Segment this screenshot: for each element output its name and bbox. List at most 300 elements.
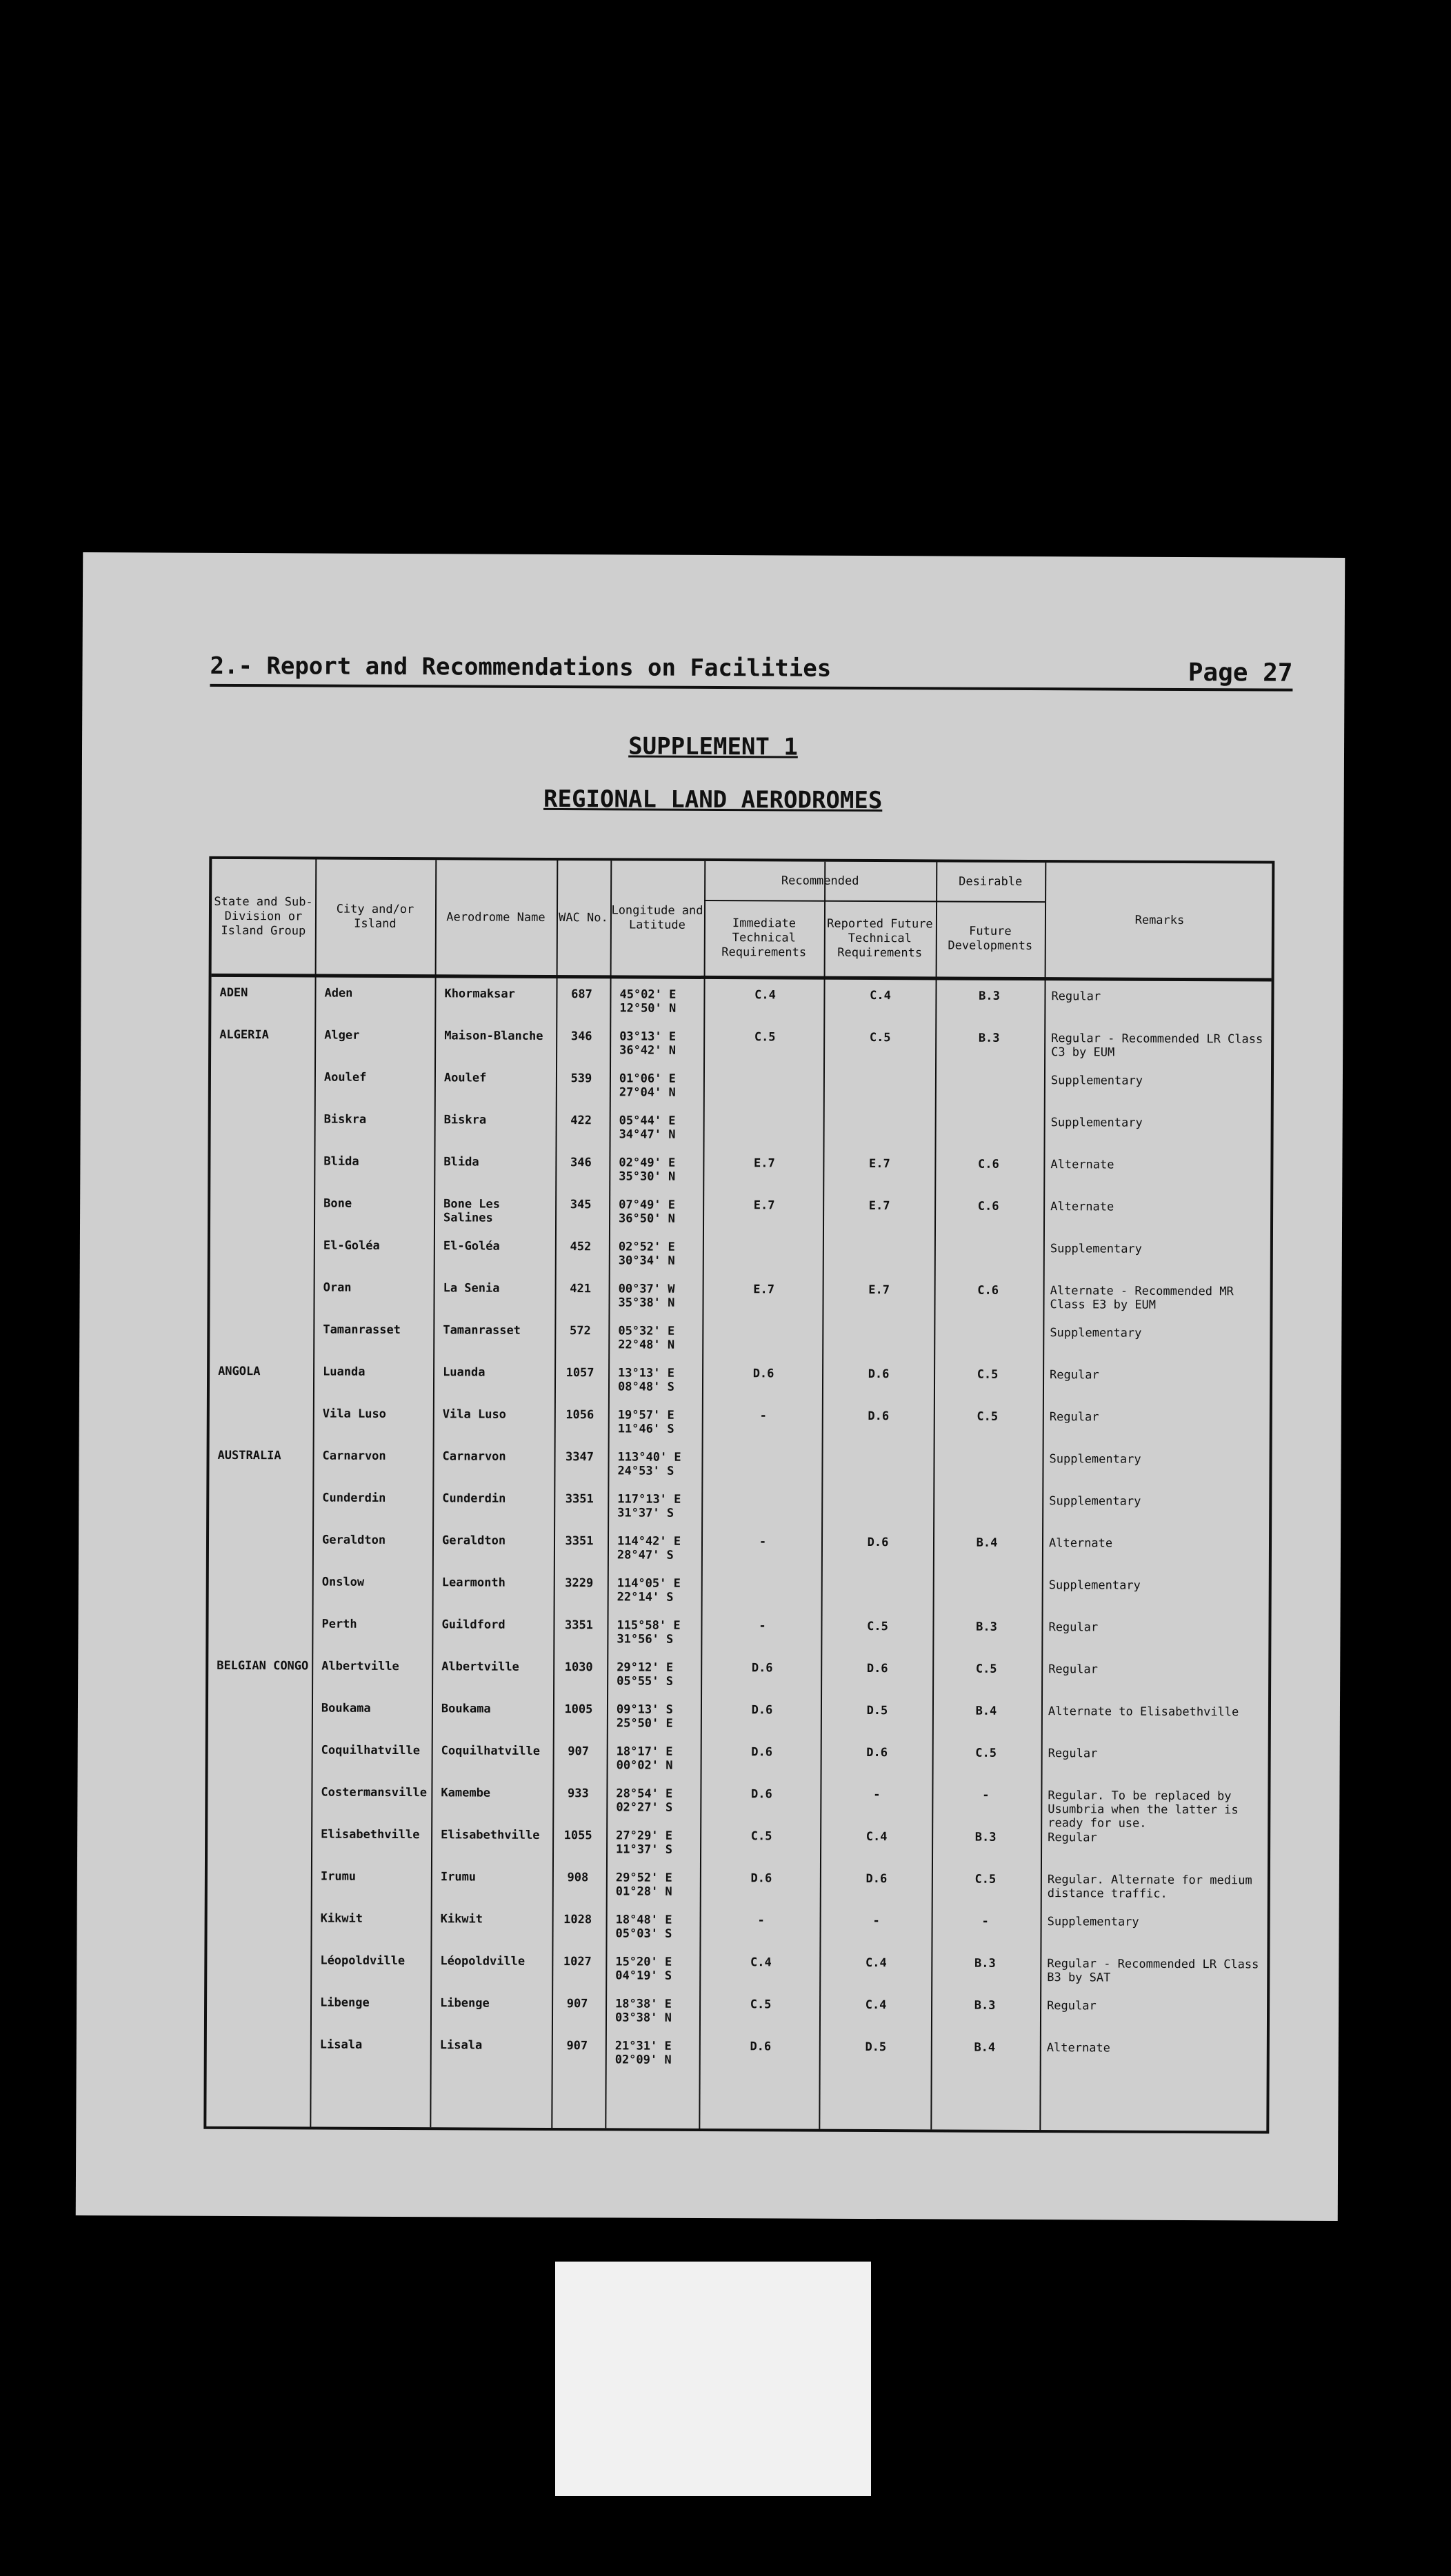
coords-cell	[619, 1114, 676, 1141]
wac-cell: 346	[570, 1156, 592, 1170]
longitude: 117°13' E	[617, 1492, 681, 1507]
table-row	[211, 1028, 1271, 1074]
table-row	[210, 1322, 1270, 1369]
latitude: 04°19' S	[615, 1969, 672, 1983]
table-row	[209, 1533, 1269, 1579]
coords-cell	[617, 1534, 681, 1562]
desirable-cell: B.3	[979, 989, 1000, 1003]
city-cell: Blida	[323, 1154, 359, 1169]
header-future: Reported Future Technical Requirements	[827, 916, 933, 960]
coords-cell	[618, 1324, 674, 1351]
future-cell: C.4	[865, 1955, 887, 1971]
longitude: 19°57' E	[617, 1408, 674, 1422]
table-row	[210, 1112, 1270, 1158]
future-cell: -	[873, 1788, 881, 1802]
coords-cell	[617, 1576, 681, 1604]
header-city: City and/or Island	[336, 902, 414, 932]
remarks-cell: Regular	[1048, 1831, 1097, 1845]
remarks-cell: Regular	[1047, 1999, 1097, 2013]
latitude: 27°04' N	[619, 1085, 676, 1100]
future-cell: D.6	[865, 1871, 888, 1886]
longitude: 113°40' E	[617, 1450, 681, 1465]
latitude: 31°37' S	[617, 1506, 674, 1520]
future-cell: -	[872, 1914, 880, 1929]
remarks-cell: Regular	[1049, 1410, 1099, 1425]
wac-cell: 346	[570, 1029, 592, 1044]
latitude: 36°50' N	[619, 1211, 675, 1226]
future-cell: C.5	[867, 1619, 888, 1634]
city-cell: Elisabethville	[321, 1827, 420, 1842]
city-cell: Albertville	[321, 1659, 399, 1674]
aerodrome-cell: La Senia	[443, 1281, 500, 1296]
wac-cell: 1028	[563, 1913, 592, 1927]
longitude: 29°12' E	[617, 1660, 674, 1675]
remarks-cell: Supplementary	[1050, 1116, 1143, 1130]
coords-cell	[616, 1787, 672, 1814]
longitude: 05°32' E	[618, 1324, 675, 1338]
coords-cell	[615, 1913, 672, 1940]
remarks-cell: Regular. Alternate for medium distance traffic.	[1047, 1873, 1252, 1901]
remarks-cell: Alternate	[1050, 1158, 1114, 1172]
wac-cell: 1030	[564, 1660, 593, 1675]
header-remarks: Remarks	[1134, 913, 1185, 927]
wac-cell: 1055	[563, 1829, 592, 1843]
coords-cell	[617, 1450, 681, 1478]
longitude: 02°49' E	[619, 1156, 676, 1170]
future-cell: C.4	[870, 989, 891, 1003]
latitude: 25°50' E	[616, 1716, 673, 1731]
city-cell: El-Goléa	[323, 1238, 380, 1253]
header-future-developments: Future Developments	[948, 924, 1033, 954]
desirable-cell: C.5	[975, 1662, 997, 1676]
desirable-cell	[937, 1115, 1041, 1116]
wac-cell: 3351	[565, 1534, 594, 1549]
coords-cell	[615, 2039, 672, 2066]
coords-cell	[617, 1744, 673, 1772]
aerodrome-cell: Aoulef	[443, 1071, 487, 1085]
desirable-cell: C.6	[977, 1283, 999, 1298]
table-row	[211, 986, 1271, 1032]
future-cell: E.7	[869, 1157, 890, 1171]
desirable-cell: B.4	[975, 1704, 997, 1718]
future-cell: D.6	[868, 1367, 890, 1382]
immediate-cell: D.6	[751, 1703, 773, 1718]
coords-cell	[619, 1198, 675, 1225]
header-recommended: Recommended	[781, 873, 859, 888]
wac-cell: 3347	[566, 1450, 594, 1465]
remarks-cell: Regular	[1050, 1368, 1099, 1382]
immediate-cell: -	[759, 1619, 766, 1633]
latitude: 36°42' N	[619, 1043, 677, 1058]
remarks-cell: Supplementary	[1050, 1326, 1142, 1340]
coords-cell	[618, 1408, 674, 1436]
page-number: Page 27	[1188, 658, 1293, 687]
desirable-cell: B.3	[978, 1031, 1000, 1045]
latitude: 34°47' N	[619, 1127, 676, 1142]
table-row	[207, 1995, 1267, 2042]
table-row	[209, 1491, 1269, 1537]
wac-cell: 907	[568, 1744, 590, 1759]
future-cell: D.6	[866, 1661, 888, 1676]
immediate-cell: E.7	[754, 1156, 775, 1171]
document-page	[76, 552, 1345, 2221]
table-row	[208, 1743, 1268, 1789]
city-cell: Boukama	[321, 1701, 371, 1715]
table-row	[208, 1659, 1268, 1705]
state-cell: BELGIAN CONGO	[217, 1658, 309, 1673]
immediate-cell: -	[759, 1409, 767, 1423]
header-aerodrome: Aerodrome Name	[446, 909, 546, 925]
remarks-cell: Regular	[1051, 989, 1101, 1004]
desirable-cell	[935, 1451, 1040, 1452]
wac-cell: 572	[569, 1324, 591, 1338]
immediate-cell: E.7	[753, 1282, 775, 1297]
table-row	[210, 1238, 1270, 1285]
longitude: 114°42' E	[617, 1534, 681, 1549]
wac-cell: 687	[571, 987, 592, 1002]
supplement-title: SUPPLEMENT 1	[628, 732, 798, 761]
latitude: 30°34' N	[618, 1254, 675, 1268]
latitude: 28°47' S	[617, 1548, 674, 1562]
wac-cell: 908	[567, 1871, 589, 1885]
aerodrome-cell: Biskra	[443, 1113, 487, 1127]
table-row	[208, 1869, 1268, 1915]
aerodrome-cell: Luanda	[443, 1365, 486, 1380]
wac-cell: 1005	[564, 1702, 593, 1717]
header-immediate: Immediate Technical Requirements	[721, 916, 807, 960]
longitude: 27°29' E	[616, 1829, 673, 1843]
coords-cell	[617, 1660, 673, 1688]
city-cell: Cunderdin	[322, 1491, 386, 1505]
latitude: 22°48' N	[618, 1338, 675, 1352]
aerodrome-cell: Cunderdin	[442, 1491, 506, 1506]
remarks-cell: Supplementary	[1049, 1494, 1141, 1509]
table-row	[210, 1280, 1270, 1327]
remarks-cell: Supplementary	[1050, 1242, 1142, 1256]
latitude: 05°03' S	[615, 1926, 672, 1941]
immediate-cell: D.6	[751, 1661, 773, 1676]
longitude: 05°44' E	[619, 1114, 676, 1128]
header-wac: WAC No.	[559, 910, 608, 925]
aerodrome-cell: Léopoldville	[440, 1954, 526, 1969]
wac-cell: 1057	[566, 1366, 594, 1380]
table-row	[209, 1449, 1269, 1495]
desirable-cell: B.3	[976, 1620, 997, 1634]
longitude: 28°54' E	[616, 1787, 673, 1801]
wac-cell: 539	[570, 1071, 592, 1086]
aerodromes-table	[203, 856, 1274, 2134]
table-row	[211, 1070, 1271, 1116]
city-cell: Libenge	[320, 1995, 370, 2010]
future-cell	[823, 1493, 933, 1494]
table-row	[208, 1701, 1268, 1747]
longitude: 03°13' E	[619, 1029, 677, 1044]
future-cell: C.5	[869, 1031, 891, 1045]
header-coords: Longitude and Latitude	[611, 903, 703, 932]
report-title: 2.- Report and Recommendations on Facilities	[210, 652, 832, 683]
desirable-cell: -	[982, 1788, 990, 1802]
coords-cell	[617, 1702, 673, 1730]
desirable-cell: C.6	[977, 1199, 999, 1214]
coords-cell	[618, 1366, 674, 1393]
immediate-cell: C.5	[754, 1030, 776, 1045]
coords-cell	[619, 1029, 676, 1057]
state-cell: ADEN	[219, 985, 248, 1000]
table-row	[208, 1827, 1268, 1873]
city-cell: Kikwit	[320, 1911, 363, 1926]
coords-cell	[615, 1997, 672, 2024]
future-cell: C.4	[865, 1998, 887, 2013]
city-cell: Irumu	[320, 1869, 357, 1884]
remarks-cell: Regular	[1048, 1662, 1098, 1677]
latitude: 02°09' N	[614, 2053, 672, 2067]
city-cell: Bone	[323, 1196, 352, 1211]
wac-cell: 1056	[566, 1408, 594, 1422]
remarks-cell: Regular - Recommended LR Class C3 by EUM	[1051, 1032, 1263, 1060]
coords-cell	[617, 1492, 681, 1520]
aerodrome-cell: Kikwit	[440, 1912, 483, 1926]
future-cell	[823, 1325, 934, 1326]
immediate-cell	[706, 1240, 823, 1241]
coords-cell	[619, 1071, 676, 1099]
table-row	[208, 1785, 1268, 1831]
aerodrome-cell: Maison-Blanche	[444, 1029, 543, 1043]
latitude: 11°37' S	[616, 1842, 673, 1857]
city-cell: Oran	[323, 1280, 352, 1295]
aerodrome-cell: Tamanrasset	[443, 1323, 521, 1338]
remarks-cell: Supplementary	[1047, 1915, 1139, 1929]
desirable-cell	[936, 1241, 1041, 1242]
immediate-cell: C.4	[750, 1955, 772, 1970]
aerodrome-cell: El-Goléa	[443, 1239, 500, 1254]
aerodrome-cell: Bone Les Salines	[443, 1197, 501, 1225]
city-cell: Aden	[324, 986, 353, 1000]
immediate-cell: -	[759, 1535, 767, 1549]
remarks-cell: Supplementary	[1048, 1578, 1141, 1593]
city-cell: Costermansville	[321, 1785, 428, 1800]
wac-cell: 421	[570, 1282, 592, 1296]
longitude: 21°31' E	[614, 2039, 672, 2053]
city-cell: Alger	[324, 1028, 360, 1043]
immediate-cell: E.7	[753, 1198, 775, 1213]
longitude: 114°05' E	[617, 1576, 681, 1591]
desirable-cell	[934, 1493, 1039, 1494]
immediate-cell	[706, 1114, 823, 1115]
coords-cell	[619, 1240, 675, 1267]
longitude: 07°49' E	[619, 1198, 676, 1212]
future-cell: D.5	[866, 1703, 888, 1718]
city-cell: Carnarvon	[322, 1449, 386, 1463]
aerodrome-cell: Geraldton	[441, 1533, 506, 1548]
immediate-cell: D.6	[751, 1787, 772, 1802]
remarks-cell: Regular - Recommended LR Class B3 by SAT	[1047, 1957, 1259, 1985]
aerodrome-cell: Lisala	[439, 2038, 483, 2053]
wac-cell: 3351	[564, 1618, 593, 1633]
latitude: 11°46' S	[617, 1422, 674, 1436]
wac-cell: 422	[570, 1114, 592, 1128]
table-row	[210, 1407, 1270, 1453]
remarks-cell: Alternate	[1046, 2041, 1110, 2055]
city-cell: Vila Luso	[322, 1407, 386, 1421]
aerodrome-cell: Vila Luso	[442, 1407, 506, 1422]
future-cell	[825, 1115, 935, 1116]
city-cell: Léopoldville	[320, 1953, 406, 1969]
city-cell: Tamanrasset	[323, 1322, 401, 1338]
immediate-cell: C.5	[750, 1998, 772, 2012]
future-cell: D.6	[866, 1745, 888, 1760]
aerodrome-cell: Irumu	[440, 1870, 477, 1884]
desirable-cell	[935, 1325, 1040, 1326]
state-cell: AUSTRALIA	[217, 1448, 281, 1463]
longitude: 29°52' E	[615, 1871, 672, 1885]
table-row	[207, 1911, 1267, 1958]
immediate-cell: D.6	[752, 1367, 774, 1381]
desirable-cell: C.5	[977, 1409, 999, 1424]
immediate-cell: -	[757, 1913, 765, 1928]
wac-cell: 452	[570, 1240, 592, 1254]
table-row	[210, 1365, 1270, 1411]
table-row	[210, 1154, 1270, 1200]
desirable-cell: C.6	[978, 1157, 999, 1171]
latitude: 24°53' S	[617, 1464, 674, 1478]
city-cell: Onslow	[321, 1575, 365, 1589]
table-row	[207, 1953, 1267, 2000]
coords-cell	[617, 1618, 680, 1646]
longitude: 09°13' S	[616, 1702, 673, 1717]
latitude: 22°14' S	[617, 1590, 674, 1604]
future-cell: D.6	[867, 1535, 889, 1550]
wac-cell: 1027	[563, 1955, 592, 1969]
future-cell	[824, 1241, 934, 1242]
desirable-cell: B.3	[974, 1830, 997, 1844]
future-cell	[823, 1451, 934, 1452]
blank-card	[555, 2262, 871, 2496]
latitude: 05°55' S	[617, 1674, 674, 1689]
future-cell: C.4	[865, 1829, 888, 1844]
longitude: 18°48' E	[615, 1913, 672, 1927]
aerodrome-cell: Libenge	[440, 1996, 490, 2011]
latitude: 03°38' N	[614, 2011, 672, 2025]
coords-cell	[619, 1156, 675, 1183]
state-cell: ANGOLA	[218, 1364, 261, 1379]
immediate-cell: D.6	[750, 1871, 772, 1886]
city-cell: Perth	[321, 1617, 357, 1631]
coords-cell	[619, 987, 676, 1015]
remarks-cell: Alternate	[1050, 1200, 1114, 1214]
desirable-cell: -	[981, 1914, 989, 1929]
latitude: 35°38' N	[618, 1296, 675, 1310]
table-row	[208, 1617, 1268, 1663]
longitude: 115°58' E	[617, 1618, 681, 1633]
remarks-cell: Alternate	[1048, 1536, 1113, 1551]
latitude: 35°30' N	[619, 1169, 676, 1184]
longitude: 13°13' E	[618, 1366, 675, 1380]
coords-cell	[618, 1282, 674, 1309]
table-row	[207, 2037, 1267, 2084]
section-title: REGIONAL LAND AERODROMES	[543, 785, 883, 815]
wac-cell: 3351	[565, 1492, 594, 1507]
aerodrome-cell: Coquilhatville	[441, 1744, 541, 1758]
future-cell: E.7	[868, 1199, 890, 1214]
desirable-cell: B.3	[974, 1956, 996, 1971]
latitude: 00°02' N	[616, 1758, 673, 1773]
remarks-cell: Regular	[1048, 1747, 1098, 1761]
wac-cell: 933	[568, 1787, 589, 1801]
city-cell: Aoulef	[323, 1070, 367, 1085]
aerodrome-cell: Learmonth	[441, 1576, 506, 1590]
aerodrome-cell: Khormaksar	[444, 987, 515, 1001]
latitude: 31°56' S	[617, 1632, 674, 1647]
remarks-cell: Regular. To be replaced by Usumbria when the latter is ready for use.	[1048, 1789, 1239, 1831]
aerodrome-cell: Kamembe	[441, 1786, 491, 1800]
city-cell: Biskra	[323, 1112, 367, 1127]
desirable-cell: B.4	[974, 2040, 996, 2055]
immediate-cell: D.6	[750, 2040, 772, 2054]
future-cell: D.5	[865, 2040, 887, 2055]
desirable-cell: B.4	[976, 1536, 998, 1550]
city-cell: Geraldton	[321, 1533, 386, 1547]
header-desirable: Desirable	[959, 874, 1023, 889]
city-cell: Luanda	[323, 1365, 366, 1379]
remarks-cell: Supplementary	[1049, 1452, 1141, 1467]
remarks-cell: Alternate - Recommended MR Class E3 by EUM	[1050, 1284, 1234, 1312]
latitude: 02°27' S	[616, 1800, 673, 1815]
remarks-cell: Supplementary	[1050, 1074, 1143, 1088]
aerodrome-cell: Albertville	[441, 1660, 519, 1674]
coords-cell	[616, 1829, 672, 1856]
immediate-cell: C.4	[754, 988, 776, 1003]
wac-cell: 907	[566, 1997, 588, 2011]
immediate-cell: D.6	[751, 1745, 773, 1760]
longitude: 01°06' E	[619, 1071, 676, 1086]
desirable-cell	[937, 1073, 1041, 1074]
city-cell: Coquilhatville	[321, 1743, 421, 1758]
wac-cell: 345	[570, 1198, 592, 1212]
desirable-cell: C.5	[977, 1367, 999, 1382]
longitude: 00°37' W	[618, 1282, 675, 1296]
future-cell	[825, 1073, 935, 1074]
table-row	[210, 1196, 1270, 1242]
remarks-cell: Regular	[1048, 1620, 1099, 1635]
coords-cell	[616, 1871, 672, 1898]
desirable-cell: C.5	[975, 1746, 997, 1760]
state-cell: ALGERIA	[219, 1027, 269, 1043]
latitude: 12°50' N	[619, 1001, 677, 1016]
coords-cell	[615, 1955, 672, 1982]
aerodrome-cell: Elisabethville	[441, 1828, 540, 1842]
longitude: 02°52' E	[618, 1240, 675, 1254]
latitude: 01°28' N	[615, 1884, 672, 1899]
remarks-cell: Alternate to Elisabethville	[1048, 1704, 1239, 1720]
city-cell: Lisala	[319, 2037, 363, 2052]
aerodrome-cell: Carnarvon	[442, 1449, 506, 1464]
aerodrome-cell: Boukama	[441, 1702, 491, 1716]
longitude: 45°02' E	[619, 987, 677, 1002]
longitude: 18°17' E	[616, 1744, 673, 1759]
immediate-cell: C.5	[750, 1829, 772, 1844]
wac-cell: 907	[566, 2039, 588, 2053]
desirable-cell: C.5	[974, 1872, 997, 1886]
future-cell: D.6	[868, 1409, 890, 1424]
aerodrome-cell: Guildford	[441, 1618, 506, 1632]
future-cell: E.7	[868, 1282, 890, 1298]
header-state: State and Sub-Division or Island Group	[214, 894, 313, 938]
desirable-cell: B.3	[974, 1998, 996, 2013]
immediate-cell	[704, 1577, 821, 1578]
wac-cell: 3229	[565, 1576, 594, 1591]
aerodrome-cell: Blida	[443, 1155, 479, 1169]
longitude: 18°38' E	[615, 1997, 672, 2011]
